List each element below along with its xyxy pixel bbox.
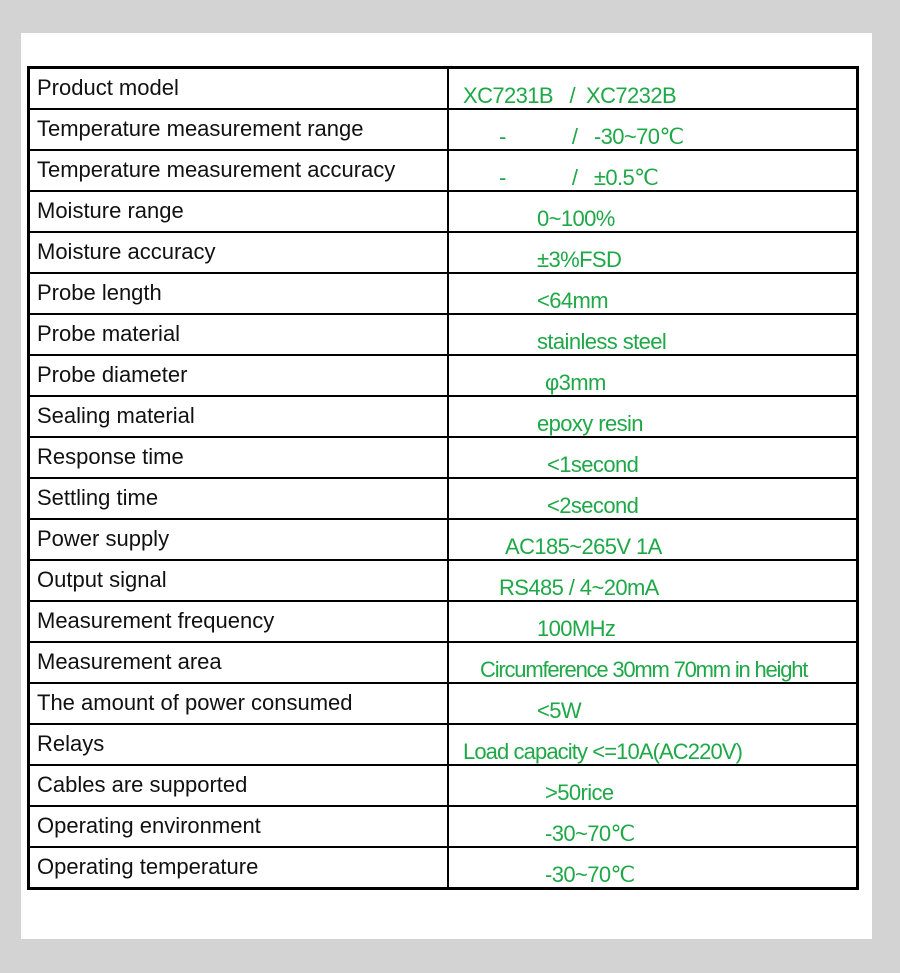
row-value: <1second: [547, 452, 639, 477]
table-row: [29, 355, 858, 396]
row-label: Settling time: [29, 478, 449, 519]
row-value: -30~70℃: [545, 862, 635, 887]
row-value: AC185~265V 1A: [505, 534, 662, 559]
row-value-cell: [448, 765, 858, 806]
spec-sheet: [21, 33, 872, 939]
row-value-cell: [448, 437, 858, 478]
table-row: [29, 519, 858, 560]
row-label: Measurement area: [29, 642, 449, 683]
row-value: epoxy resin: [537, 411, 643, 436]
table-row: [29, 109, 858, 150]
row-label: Cables are supported: [29, 765, 449, 806]
row-value: - / -30~70℃: [499, 124, 684, 149]
row-value: Circumference 30mm 70mm in height: [480, 657, 808, 682]
row-label: Response time: [29, 437, 449, 478]
row-value-cell: [448, 478, 858, 519]
row-label: Operating temperature: [29, 847, 449, 889]
spec-table: [27, 66, 859, 890]
table-row: [29, 478, 858, 519]
row-value: Load capacity <=10A(AC220V): [463, 739, 743, 764]
row-value-cell: [448, 191, 858, 232]
row-value-cell: [448, 642, 858, 683]
row-value: -30~70℃: [545, 821, 635, 846]
row-label: Sealing material: [29, 396, 449, 437]
table-row: [29, 683, 858, 724]
table-row: [29, 437, 858, 478]
table-row: [29, 642, 858, 683]
table-row: [29, 232, 858, 273]
row-value: stainless steel: [537, 329, 667, 354]
row-value-cell: [448, 396, 858, 437]
row-label: Probe length: [29, 273, 449, 314]
table-row: [29, 806, 858, 847]
row-value-cell: [448, 355, 858, 396]
row-value: RS485 / 4~20mA: [499, 575, 659, 600]
row-value: <64mm: [537, 288, 608, 313]
table-row: [29, 724, 858, 765]
table-row: [29, 314, 858, 355]
row-value: ±3%FSD: [537, 247, 622, 272]
row-value-cell: [448, 847, 858, 889]
row-value: 100MHz: [537, 616, 616, 641]
table-row: [29, 847, 858, 889]
table-row: [29, 150, 858, 191]
row-value-cell: [448, 109, 858, 150]
table-row: [29, 560, 858, 601]
row-value-cell: [448, 519, 858, 560]
row-label: Output signal: [29, 560, 449, 601]
row-label: Power supply: [29, 519, 449, 560]
row-value: φ3mm: [545, 370, 606, 395]
row-label: Operating environment: [29, 806, 449, 847]
row-value-cell: [448, 150, 858, 191]
row-value: <2second: [547, 493, 639, 518]
row-value-cell: [448, 560, 858, 601]
row-label: Temperature measurement accuracy: [29, 150, 449, 191]
row-value-cell: [448, 273, 858, 314]
row-label: The amount of power consumed: [29, 683, 449, 724]
table-row: [29, 765, 858, 806]
row-label: Product model: [29, 68, 449, 110]
row-value: 0~100%: [537, 206, 615, 231]
row-value-cell: [448, 232, 858, 273]
table-row: [29, 191, 858, 232]
row-label: Probe material: [29, 314, 449, 355]
row-value-cell: [448, 724, 858, 765]
row-label: Temperature measurement range: [29, 109, 449, 150]
row-value-cell: [448, 683, 858, 724]
row-value-cell: [448, 68, 858, 110]
row-value: - / ±0.5℃: [499, 165, 659, 190]
row-value: <5W: [537, 698, 582, 723]
table-row: [29, 601, 858, 642]
row-value-cell: [448, 806, 858, 847]
row-value-cell: [448, 601, 858, 642]
row-label: Relays: [29, 724, 449, 765]
row-value-cell: [448, 314, 858, 355]
table-row: [29, 273, 858, 314]
row-value: XC7231B / XC7232B: [463, 83, 677, 108]
row-value: >50rice: [545, 780, 614, 805]
row-label: Measurement frequency: [29, 601, 449, 642]
row-label: Moisture accuracy: [29, 232, 449, 273]
table-row: [29, 68, 858, 110]
row-label: Probe diameter: [29, 355, 449, 396]
row-label: Moisture range: [29, 191, 449, 232]
table-row: [29, 396, 858, 437]
